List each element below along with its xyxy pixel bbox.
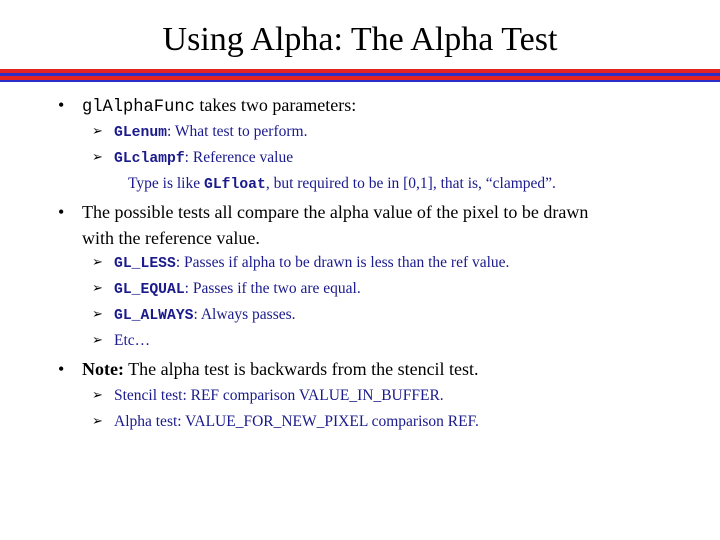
code-term: GL_LESS (114, 256, 176, 272)
code-term: GLenum (114, 125, 167, 141)
note-text-pre: Type is like (128, 175, 204, 192)
sub-bullet-text: : Always passes. (193, 306, 296, 323)
sub-bullet-text: Stencil test: REF comparison VALUE_IN_BUFFER. (114, 387, 444, 404)
sub-bullet-text: : Passes if alpha to be drawn is less than the ref value. (175, 254, 510, 271)
code-term: GL_ALWAYS (114, 308, 194, 324)
arrow-icon: ➢ (92, 150, 103, 165)
code-term: GLclampf (114, 151, 185, 167)
note-text-post: , but required to be in [0,1], that is, “clamped”. (265, 175, 556, 192)
code-term: GL_EQUAL (114, 282, 185, 298)
sub-bullet-text: : Passes if the two are equal. (184, 280, 361, 297)
bullet-icon: • (58, 202, 65, 222)
arrow-icon: ➢ (92, 414, 103, 429)
bullet-text: The alpha test is backwards from the stencil test. (123, 359, 479, 379)
arrow-icon: ➢ (92, 281, 103, 296)
arrow-icon: ➢ (92, 307, 103, 322)
bullet-icon: • (58, 359, 65, 379)
title-rule-blue-bottom (0, 80, 720, 82)
sub-bullet-text: : What test to perform. (167, 123, 308, 140)
sub-bullet-text: : Reference value (184, 149, 294, 166)
sub-bullet-text: Alpha test: VALUE_FOR_NEW_PIXEL comparison REF. (114, 413, 479, 430)
bullet-text-line1: The possible tests all compare the alpha value of the pixel to be drawn (82, 202, 589, 222)
bullet-text: takes two parameters: (194, 95, 357, 115)
arrow-icon: ➢ (92, 388, 103, 403)
bullet-icon: • (58, 95, 65, 115)
bullet-text-line2: with the reference value. (82, 228, 260, 248)
arrow-icon: ➢ (92, 255, 103, 270)
page-title: Using Alpha: The Alpha Test (162, 21, 558, 58)
note-label: Note: (82, 359, 124, 379)
glclampf-note (128, 171, 556, 198)
code-term: glAlphaFunc (82, 98, 195, 117)
arrow-icon: ➢ (92, 333, 103, 348)
code-term: GLfloat (203, 177, 266, 193)
arrow-icon: ➢ (92, 124, 103, 139)
sub-bullet-text: Etc… (114, 332, 151, 349)
